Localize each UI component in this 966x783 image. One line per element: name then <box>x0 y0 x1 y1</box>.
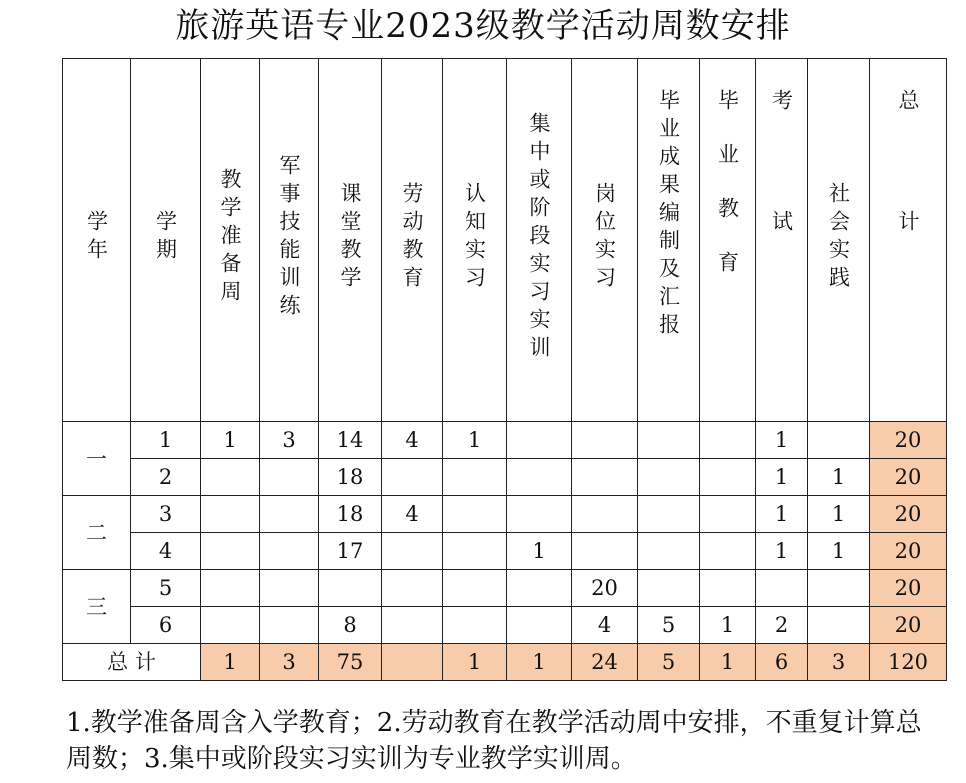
table-cell <box>572 533 638 570</box>
table-cell <box>201 607 260 644</box>
semester-cell: 4 <box>131 533 201 570</box>
table-cell: 8 <box>319 607 382 644</box>
semester-cell: 3 <box>131 496 201 533</box>
table-cell: 18 <box>319 459 382 496</box>
header-label: 课堂教学 <box>338 181 362 294</box>
table-cell: 1 <box>756 422 808 459</box>
table-cell <box>507 570 572 607</box>
total-cell: 75 <box>319 644 382 681</box>
table-cell: 14 <box>319 422 382 459</box>
header-cell <box>131 59 201 422</box>
header-row <box>63 59 947 422</box>
total-cell: 1 <box>443 644 507 681</box>
table-cell <box>201 459 260 496</box>
table-cell <box>201 570 260 607</box>
semester-cell: 2 <box>131 459 201 496</box>
table-row <box>63 422 947 459</box>
table-cell <box>201 496 260 533</box>
page-title: 旅游英语专业2023级教学活动周数安排 <box>175 6 791 46</box>
table-cell <box>260 459 319 496</box>
table-cell <box>443 533 507 570</box>
header-label: 毕业教育 <box>715 89 740 305</box>
table-cell <box>808 607 870 644</box>
table-row <box>63 570 947 607</box>
total-cell: 3 <box>808 644 870 681</box>
total-cell: 6 <box>756 644 808 681</box>
header-cell <box>382 59 443 422</box>
total-cell: 24 <box>572 644 638 681</box>
row-total-cell: 20 <box>870 496 947 533</box>
table-row <box>63 496 947 533</box>
table-cell <box>507 459 572 496</box>
table-row <box>63 607 947 644</box>
header-cell <box>700 59 756 422</box>
header-label: 社会实践 <box>826 181 851 294</box>
semester-cell: 6 <box>131 607 201 644</box>
table-cell <box>700 496 756 533</box>
row-total-cell: 20 <box>870 459 947 496</box>
table-cell: 20 <box>572 570 638 607</box>
table-cell: 1 <box>756 459 808 496</box>
table-cell <box>201 533 260 570</box>
header-cell <box>63 59 131 422</box>
header-cell <box>572 59 638 422</box>
table-cell <box>382 533 443 570</box>
year-cell: 一 <box>63 422 131 496</box>
header-cell <box>507 59 572 422</box>
table-cell <box>260 570 319 607</box>
row-total-cell: 20 <box>870 533 947 570</box>
total-label: 总 计 <box>63 644 201 681</box>
table-cell: 18 <box>319 496 382 533</box>
header-label: 考试 <box>769 89 794 331</box>
header-cell <box>870 59 947 422</box>
table-cell: 17 <box>319 533 382 570</box>
year-cell: 三 <box>63 570 131 644</box>
table-cell <box>382 459 443 496</box>
row-total-cell: 20 <box>870 422 947 459</box>
table-cell <box>507 607 572 644</box>
semester-cell: 5 <box>131 570 201 607</box>
table-cell <box>700 459 756 496</box>
table-cell: 4 <box>382 422 443 459</box>
total-cell: 5 <box>638 644 700 681</box>
header-label: 认知实习 <box>462 181 487 294</box>
table-cell: 1 <box>201 422 260 459</box>
row-total-cell: 20 <box>870 607 947 644</box>
table-cell: 1 <box>443 422 507 459</box>
total-cell: 1 <box>507 644 572 681</box>
table-cell <box>319 570 382 607</box>
header-cell <box>201 59 260 422</box>
header-label: 军事技能训练 <box>277 153 301 322</box>
footnotes: 1.教学准备周含入学教育；2.劳动教育在教学活动周中安排，不重复计算总周数；3.集中或阶段实习实训为专业教学实训周。 <box>66 708 922 774</box>
table-cell <box>638 459 700 496</box>
table-cell: 5 <box>638 607 700 644</box>
table-cell <box>808 570 870 607</box>
table-cell <box>638 533 700 570</box>
table-cell: 1 <box>808 533 870 570</box>
header-cell <box>260 59 319 422</box>
table-cell <box>700 422 756 459</box>
table-cell: 1 <box>808 459 870 496</box>
total-cell <box>382 644 443 681</box>
table-cell: 1 <box>808 496 870 533</box>
table-cell <box>572 422 638 459</box>
table-cell: 3 <box>260 422 319 459</box>
table-cell <box>507 422 572 459</box>
table-cell: 1 <box>507 533 572 570</box>
table-cell <box>382 570 443 607</box>
table-cell <box>443 496 507 533</box>
total-cell: 120 <box>870 644 947 681</box>
schedule-table <box>62 58 947 681</box>
table-cell: 2 <box>756 607 808 644</box>
table-cell: 4 <box>382 496 443 533</box>
header-cell <box>638 59 700 422</box>
table-cell <box>700 570 756 607</box>
table-body <box>63 422 947 644</box>
table-cell <box>507 496 572 533</box>
table-cell <box>638 570 700 607</box>
table-cell <box>260 533 319 570</box>
total-row <box>63 644 947 681</box>
total-cell: 1 <box>201 644 260 681</box>
table-cell: 1 <box>756 496 808 533</box>
table-cell: 4 <box>572 607 638 644</box>
header-label: 毕业成果编制及汇报 <box>656 89 681 341</box>
year-cell: 二 <box>63 496 131 570</box>
table-cell <box>260 496 319 533</box>
header-label: 教学准备周 <box>218 167 242 308</box>
table-cell <box>443 607 507 644</box>
table-cell <box>572 496 638 533</box>
semester-cell: 1 <box>131 422 201 459</box>
header-label: 劳动教育 <box>400 181 424 294</box>
table-row <box>63 459 947 496</box>
header-label: 总计 <box>896 89 920 331</box>
header-cell <box>756 59 808 422</box>
header-cell <box>443 59 507 422</box>
header-label: 学年 <box>84 209 109 266</box>
table-row <box>63 533 947 570</box>
total-cell: 3 <box>260 644 319 681</box>
table-cell <box>382 607 443 644</box>
table-cell <box>638 496 700 533</box>
header-label: 集中或阶段实习实训 <box>527 111 551 364</box>
table-cell <box>260 607 319 644</box>
table-cell <box>808 422 870 459</box>
header-cell <box>808 59 870 422</box>
table-cell: 1 <box>756 533 808 570</box>
row-total-cell: 20 <box>870 570 947 607</box>
table-cell <box>443 570 507 607</box>
table-cell <box>756 570 808 607</box>
header-cell <box>319 59 382 422</box>
header-label: 学期 <box>153 209 178 266</box>
header-label: 岗位实习 <box>592 181 617 294</box>
table-cell: 1 <box>700 607 756 644</box>
total-cell: 1 <box>700 644 756 681</box>
table-cell <box>443 459 507 496</box>
table-cell <box>638 422 700 459</box>
table-cell <box>700 533 756 570</box>
table-cell <box>572 459 638 496</box>
